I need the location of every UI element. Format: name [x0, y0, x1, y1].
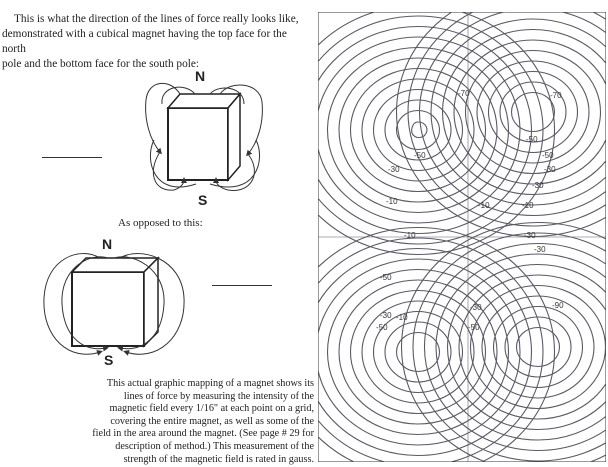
bottom-north-label: N [102, 236, 113, 252]
field-contour-label: -10 [404, 231, 416, 240]
field-contour-label: -90 [552, 301, 564, 310]
field-contour-label: -10 [396, 313, 408, 322]
field-contour-label: -50 [542, 151, 554, 160]
field-contour-label: -30 [534, 245, 546, 254]
field-contour-label: -50 [468, 323, 480, 332]
field-contour-label: -50 [414, 151, 426, 160]
field-map-caption: This actual graphic mapping of a magnet shows its lines of force by measuring the intensity of the magnetic field every 1/16" at each point on a grid, covering the entire magnet, as well as some of the field in the area around the magnet. (See page # 29 for description of method.) This measurement of the strength of the magnetic field is rated in gauss. [92, 378, 314, 465]
field-contour-label: -30 [524, 231, 536, 240]
top-south-label: S [198, 192, 208, 208]
top-divider-line [42, 157, 102, 158]
field-contour-label: -30 [544, 165, 556, 174]
top-north-label: N [195, 68, 206, 84]
field-contour-label: -30 [380, 311, 392, 320]
field-contour-label: -30 [532, 181, 544, 190]
field-contour-label: -50 [376, 323, 388, 332]
bottom-magnet-diagram [40, 248, 190, 368]
intro-line-3: pole and the bottom face for the south pole: [2, 58, 200, 70]
field-contour-label: -30 [470, 303, 482, 312]
field-contour-label: -70 [550, 91, 562, 100]
field-contour-label: -10 [478, 201, 490, 210]
intro-paragraph [2, 12, 302, 72]
field-contour-label: -10 [522, 201, 534, 210]
bottom-south-label: S [104, 352, 114, 368]
bottom-divider-line [212, 285, 272, 286]
field-contour-label: -50 [380, 273, 392, 282]
magnetic-field-map [318, 12, 606, 462]
mid-caption: As opposed to this: [118, 217, 203, 229]
intro-line-2: demonstrated with a cubical magnet having the top face for the north [2, 28, 287, 55]
field-contour-label: -50 [526, 135, 538, 144]
top-magnet-diagram [140, 80, 270, 200]
field-contour-label: -30 [388, 165, 400, 174]
field-contour-label: -70 [458, 89, 470, 98]
intro-line-1: This is what the direction of the lines of force really looks like, [14, 13, 299, 25]
field-contour-label: -10 [386, 197, 398, 206]
